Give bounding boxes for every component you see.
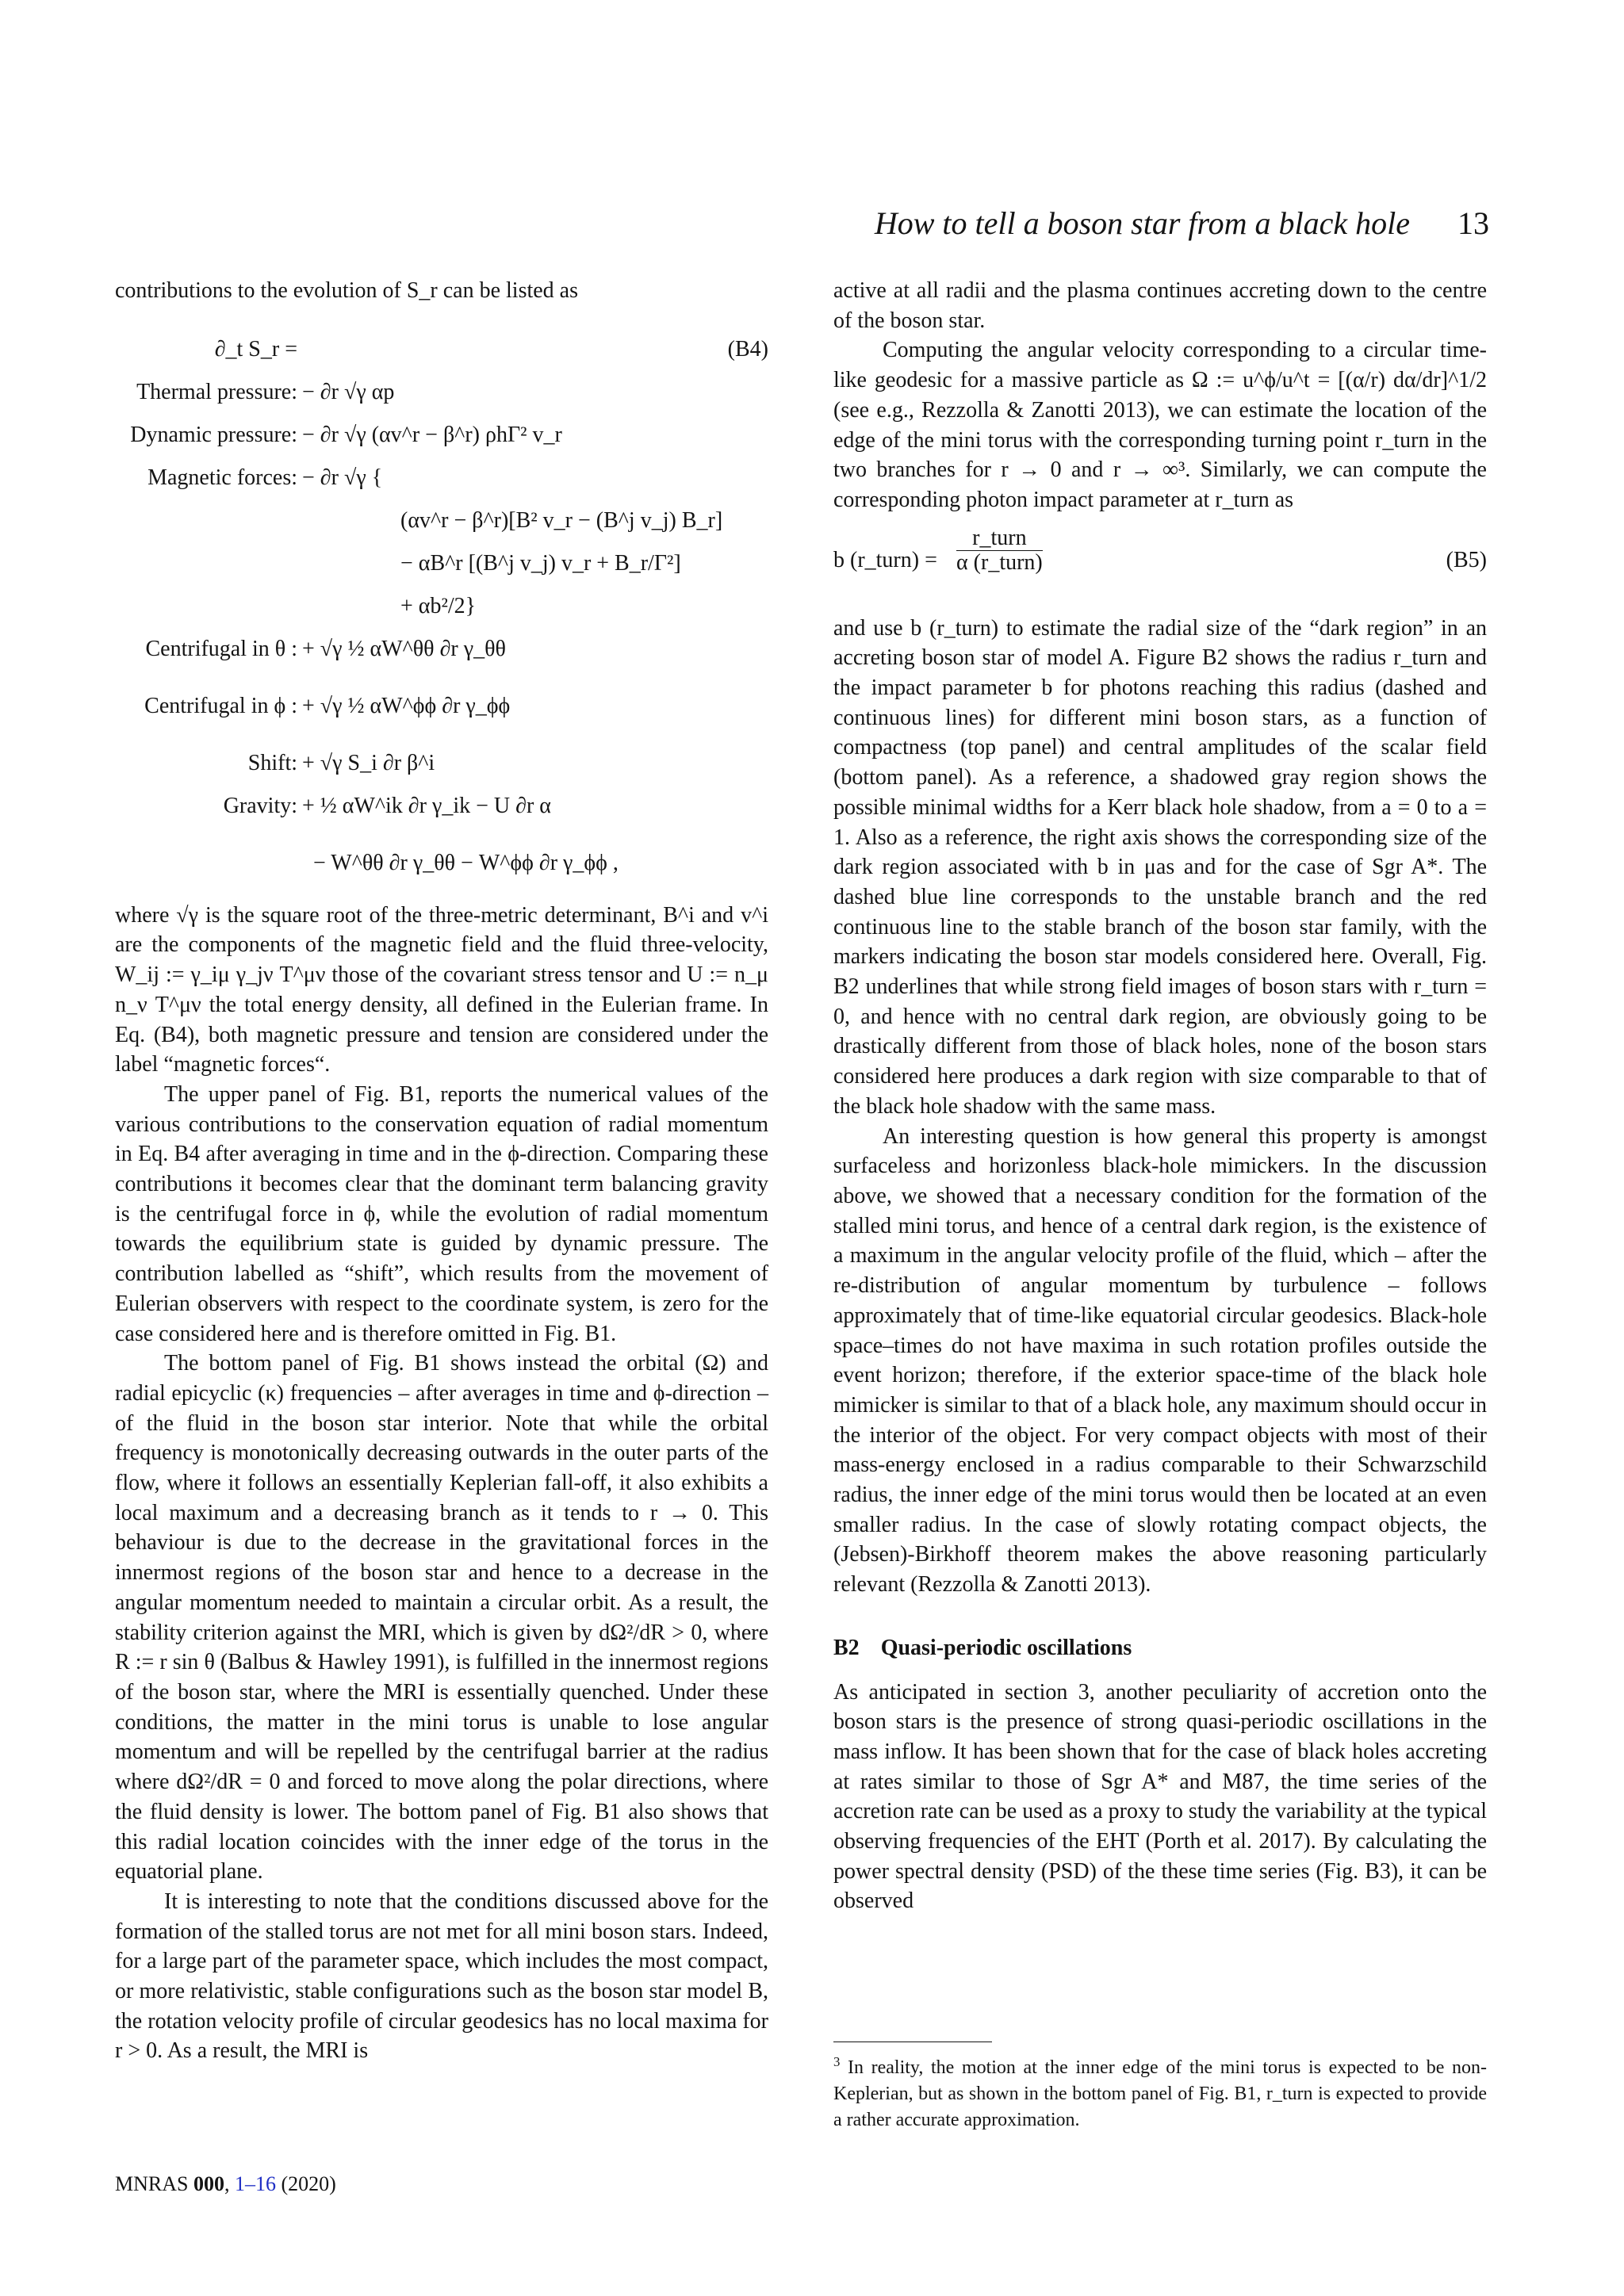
equation-row-expr: (αv^r − β^r)[B² v_r − (B^j v_j) B_r] <box>400 507 723 533</box>
equation-row <box>115 541 768 584</box>
equation-row <box>115 498 768 541</box>
right-paragraph-1: active at all radii and the plasma continues accreting down to the centre of the boson star. <box>833 278 1487 333</box>
running-head <box>793 205 1489 246</box>
equation-row-label: Shift: <box>247 750 297 775</box>
equation-row-label: Thermal pressure: <box>136 379 297 404</box>
journal-volume: 000 <box>193 2172 224 2195</box>
page-footer: MNRAS 000, 1–16 (2020) <box>115 2172 336 2195</box>
right-paragraph-2: Computing the angular velocity corresponding to a circular time-like geodesic for a massive particle as Ω := u^ϕ/u^t = [(α/r) dα/dr]^1/2 (see e.g., Rezzolla & Zanotti 2013), we can estimate the location of the edge of the mini torus with the corresponding turning point r_turn in the two branches for r → 0 and r → ∞³. Similarly, we can compute the corresponding photon impact parameter at r_turn as <box>833 338 1487 512</box>
equation-row <box>115 455 768 498</box>
journal-name: MNRAS <box>115 2172 189 2195</box>
equation-row <box>115 840 768 883</box>
equation-row-label: Magnetic forces: <box>147 465 297 490</box>
equation-row-label: Dynamic pressure: <box>130 422 297 447</box>
equation-b4-lhs: ∂_t S_r = <box>214 336 297 362</box>
equation-b5-lhs: b (r_turn) = <box>833 547 937 572</box>
section-number: B2 <box>833 1635 860 1660</box>
equation-row <box>115 584 768 626</box>
b4-intro: contributions to the evolution of S_r can be listed as <box>115 278 579 303</box>
equation-row <box>115 369 768 412</box>
section-heading-b2 <box>833 1633 1487 1663</box>
left-paragraph-2: The upper panel of Fig. B1, reports the numerical values of the various contributions to the conservation equation of radial momentum in Eq. B4 after averaging in time and in the ϕ-direction. Comparing these contributions it becomes clear that the dominant term balancing gravity is the centrifugal force in ϕ, while the evolution of radial momentum towards the equilibrium state is guided by dynamic pressure. The contribution labelled as “shift”, which results from the movement of Eulerian observers with respect to the coordinate system, is zero for the case considered here and is therefore omitted in Fig. B1. <box>115 1081 768 1346</box>
equation-row <box>115 783 768 840</box>
equation-row-label: Centrifugal in θ : <box>145 636 297 661</box>
right-column <box>833 276 1487 1916</box>
equation-row-expr: + √γ ½ αW^ϕϕ ∂r γ_ϕϕ <box>302 693 511 718</box>
equation-b4 <box>115 327 768 883</box>
footnote-marker: 3 <box>833 2054 841 2069</box>
equation-row <box>115 683 768 740</box>
equation-b4-lhs-row <box>115 327 768 369</box>
page-range-link[interactable]: 1–16 <box>234 2172 276 2195</box>
equation-row <box>115 740 768 783</box>
equation-row-expr: + √γ ½ αW^θθ ∂r γ_θθ <box>302 636 506 661</box>
running-title: How to tell a boson star from a black hole <box>874 205 1410 241</box>
footnote <box>833 2055 1487 2133</box>
left-paragraph-3: The bottom panel of Fig. B1 shows instead the orbital (Ω) and radial epicyclic (κ) frequencies – after averages in time and ϕ-direction – of the fluid in the boson star interior. Note that while the orbital frequency is monotonically decreasing outwards in the outer parts of the flow, where it follows an essentially Keplerian fall-off, it also exhibits a local maximum and a decreasing branch as it tends to r → 0. This behaviour is due to the decrease in the gravitational forces in the innermost regions of the boson star and hence to a decrease in the angular momentum needed to maintain a circular orbit. As a result, the stability criterion against the MRI, which is given by dΩ²/dR > 0, where R := r sin θ (Balbus & Hawley 1991), is fulfilled in the innermost regions of the boson star, where the MRI is essentially quenched. Under these conditions, the matter in the mini torus is unable to lose angular momentum and will be repelled by the centrifugal barrier at the radius where dΩ²/dR = 0 and forced to move along the polar directions, where the fluid density is lower. The bottom panel of Fig. B1 also shows that this radial location coincides with the inner edge of the torus in the equatorial plane. <box>115 1351 768 1885</box>
equation-row-expr: − ∂r √γ (αv^r − β^r) ρhΓ² v_r <box>302 422 562 447</box>
equation-b5-fraction <box>956 526 1043 575</box>
right-paragraph-3: and use b (r_turn) to estimate the radial size of the “dark region” in an accreting boson star of model A. Figure B2 shows the radius r_turn and the impact parameter b for photons reaching this radius (dashed and continuous lines) for different mini boson stars, as a function of compactness (top panel) and central amplitudes of the scalar field (bottom panel). As a reference, a shadowed gray region shows the possible minimal widths for a Kerr black hole shadow, from a = 0 to a = 1. Also as a reference, the right axis shows the corresponding size of the dark region associated with b in μas and for the case of Sgr A*. The dashed blue line corresponds to the unstable branch and the red continuous line to the stable branch of the boson star family, with the markers indicating the boson star models considered here. Overall, Fig. B2 underlines that while strong field images of boson stars with r_turn = 0, and hence with no central dark region, are obviously going to be drastically different from those of black holes, none of the boson stars considered here produces a dark region with size comparable to that of the black hole shadow with the same mass. <box>833 615 1487 1119</box>
equation-row-expr: − αB^r [(B^j v_j) v_r + B_r/Γ²] <box>400 550 681 576</box>
equation-row-label: Centrifugal in ϕ : <box>144 693 297 718</box>
equation-row-label: Gravity: <box>223 793 297 818</box>
right-paragraph-4: An interesting question is how general this property is amongst surfaceless and horizonless black-hole mimickers. In the discussion above, we showed that a necessary condition for the formation of the stalled mini torus, and hence of a central dark region, is the existence of a maximum in the angular velocity profile of the fluid, which – after the re-distribution of angular momentum by turbulence – follows approximately that of time-like equatorial circular geodesics. Black-hole space–times do not have maxima in such rotation profiles outside the event horizon; therefore, if the exterior space-time of the black hole mimicker is similar to that of a black hole, any maximum should occur in the interior of the object. For very compact objects with most of their mass-energy enclosed in a radius comparable to their Schwarzschild radius, the inner edge of the mini torus would then be located at an even smaller radius. In the case of slowly rotating compact objects, the (Jebsen)-Birkhoff theorem makes the above reasoning particularly relevant (Rezzolla & Zanotti 2013). <box>833 1123 1487 1598</box>
equation-row <box>115 626 768 683</box>
footnote-text: In reality, the motion at the inner edge of the mini torus is expected to be non-Keplerian, but as shown in the bottom panel of Fig. B1, r_turn is expected to provide a rather accurate approximation. <box>833 2057 1488 2130</box>
journal-year: (2020) <box>281 2172 336 2195</box>
equation-row-expr: + √γ S_i ∂r β^i <box>302 750 435 775</box>
right-paragraph-5: As anticipated in section 3, another peculiarity of accretion onto the boson stars is the presence of strong quasi-periodic oscillations in the mass inflow. It has been shown that for the case of black holes accreting at rates similar to those of Sgr A* and M87, the time series of the accretion rate can be used as a proxy to study the variability at the typical observing frequencies of the EHT (Porth et al. 2017). By calculating the power spectral density (PSD) of the these time series (Fig. B3), it can be observed <box>833 1679 1487 1914</box>
left-paragraph-4: It is interesting to note that the conditions discussed above for the formation of the stalled torus are not met for all mini boson stars. Indeed, for a large part of the parameter space, which includes the most compact, or more relativistic, stable configurations such as the boson star model B, the rotation velocity profile of circular geodesics has no local maxima for r > 0. As a result, the MRI is <box>115 1888 768 2064</box>
equation-b4-number: (B4) <box>727 336 768 362</box>
equation-row-expr: − ∂r √γ αp <box>302 379 395 404</box>
equation-b5-denominator: α (r_turn) <box>956 549 1043 575</box>
equation-b5-numerator: r_turn <box>956 526 1043 551</box>
equation-b5 <box>833 526 1487 599</box>
left-column <box>115 276 768 2066</box>
equation-row <box>115 412 768 455</box>
section-title: Quasi-periodic oscillations <box>880 1635 1132 1660</box>
equation-row-expr: + ½ αW^ik ∂r γ_ik − U ∂r α <box>302 793 551 818</box>
equation-row-expr: − W^θθ ∂r γ_θθ − W^ϕϕ ∂r γ_ϕϕ , <box>313 850 619 875</box>
left-paragraph-1: where √γ is the square root of the three-metric determinant, B^i and v^i are the components of the magnetic field and the fluid three-velocity, W_ij := γ_iμ γ_jν T^μν those of the covariant stress tensor and U := n_μ n_ν T^μν the total energy density, all defined in the Eulerian frame. In Eq. (B4), both magnetic pressure and tension are considered under the label “magnetic forces“. <box>115 902 768 1077</box>
equation-row-expr: + αb²/2} <box>400 593 477 618</box>
equation-b5-number: (B5) <box>1446 547 1487 572</box>
equation-row-expr: − ∂r √γ { <box>302 465 383 490</box>
page-number: 13 <box>1457 205 1489 241</box>
